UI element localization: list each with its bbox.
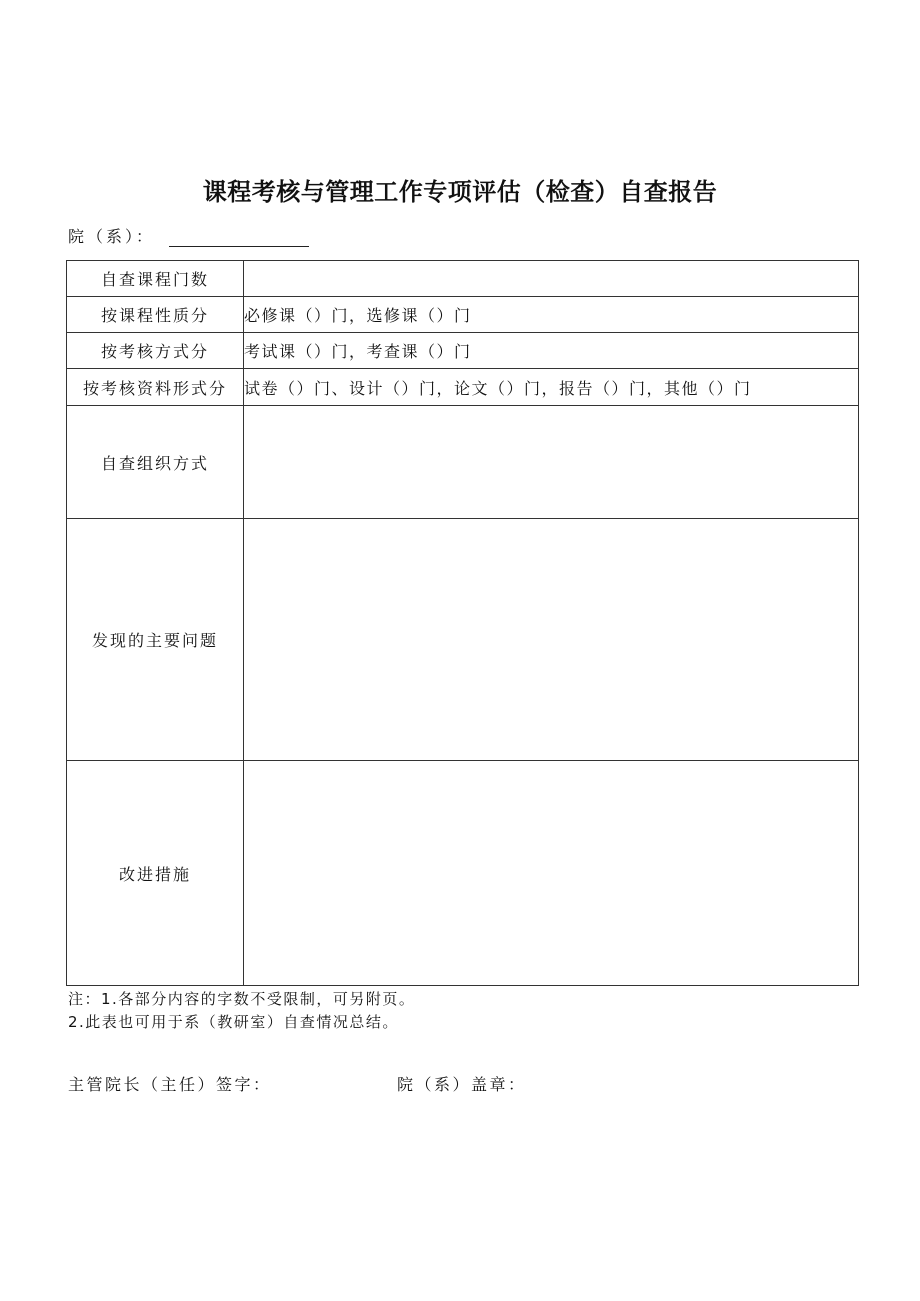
note-line: 2.此表也可用于系（教研室）自查情况总结。: [68, 1013, 399, 1031]
table-row: [67, 519, 859, 761]
table-row: [67, 406, 859, 519]
row-label: 发现的主要问题: [67, 519, 244, 761]
note-line: 注：1.各部分内容的字数不受限制，可另附页。: [68, 990, 416, 1008]
self-check-table: [66, 260, 859, 986]
row-label: 按课程性质分: [67, 297, 244, 333]
department-seal-label: 院（系）盖章：: [397, 1075, 527, 1094]
row-label: 按考核方式分: [67, 333, 244, 369]
table-row: [67, 761, 859, 986]
table-row: [67, 261, 859, 297]
row-label: 自查组织方式: [67, 406, 244, 519]
organization-method-cell[interactable]: [244, 406, 859, 519]
exam-method-cell[interactable]: 考试课（）门，考查课（）门: [244, 333, 859, 369]
improvement-measures-cell[interactable]: [244, 761, 859, 986]
dean-signature-label: 主管院长（主任）签字：: [68, 1075, 272, 1094]
course-count-cell[interactable]: [244, 261, 859, 297]
row-label: 改进措施: [67, 761, 244, 986]
notes-section: [68, 988, 415, 1034]
row-label: 自查课程门数: [67, 261, 244, 297]
course-nature-cell[interactable]: 必修课（）门，选修课（）门: [244, 297, 859, 333]
table-row: [67, 333, 859, 369]
table-row: [67, 297, 859, 333]
department-blank-field[interactable]: [169, 228, 309, 247]
department-line: [68, 224, 309, 247]
row-label: 按考核资料形式分: [67, 369, 244, 406]
department-label: 院（系）：: [68, 227, 156, 246]
table-row: [67, 369, 859, 406]
main-problems-cell[interactable]: [244, 519, 859, 761]
page-title: 课程考核与管理工作专项评估（检查）自查报告: [202, 178, 718, 206]
material-form-cell[interactable]: 试卷（）门、设计（）门，论文（）门，报告（）门，其他（）门: [244, 369, 859, 406]
